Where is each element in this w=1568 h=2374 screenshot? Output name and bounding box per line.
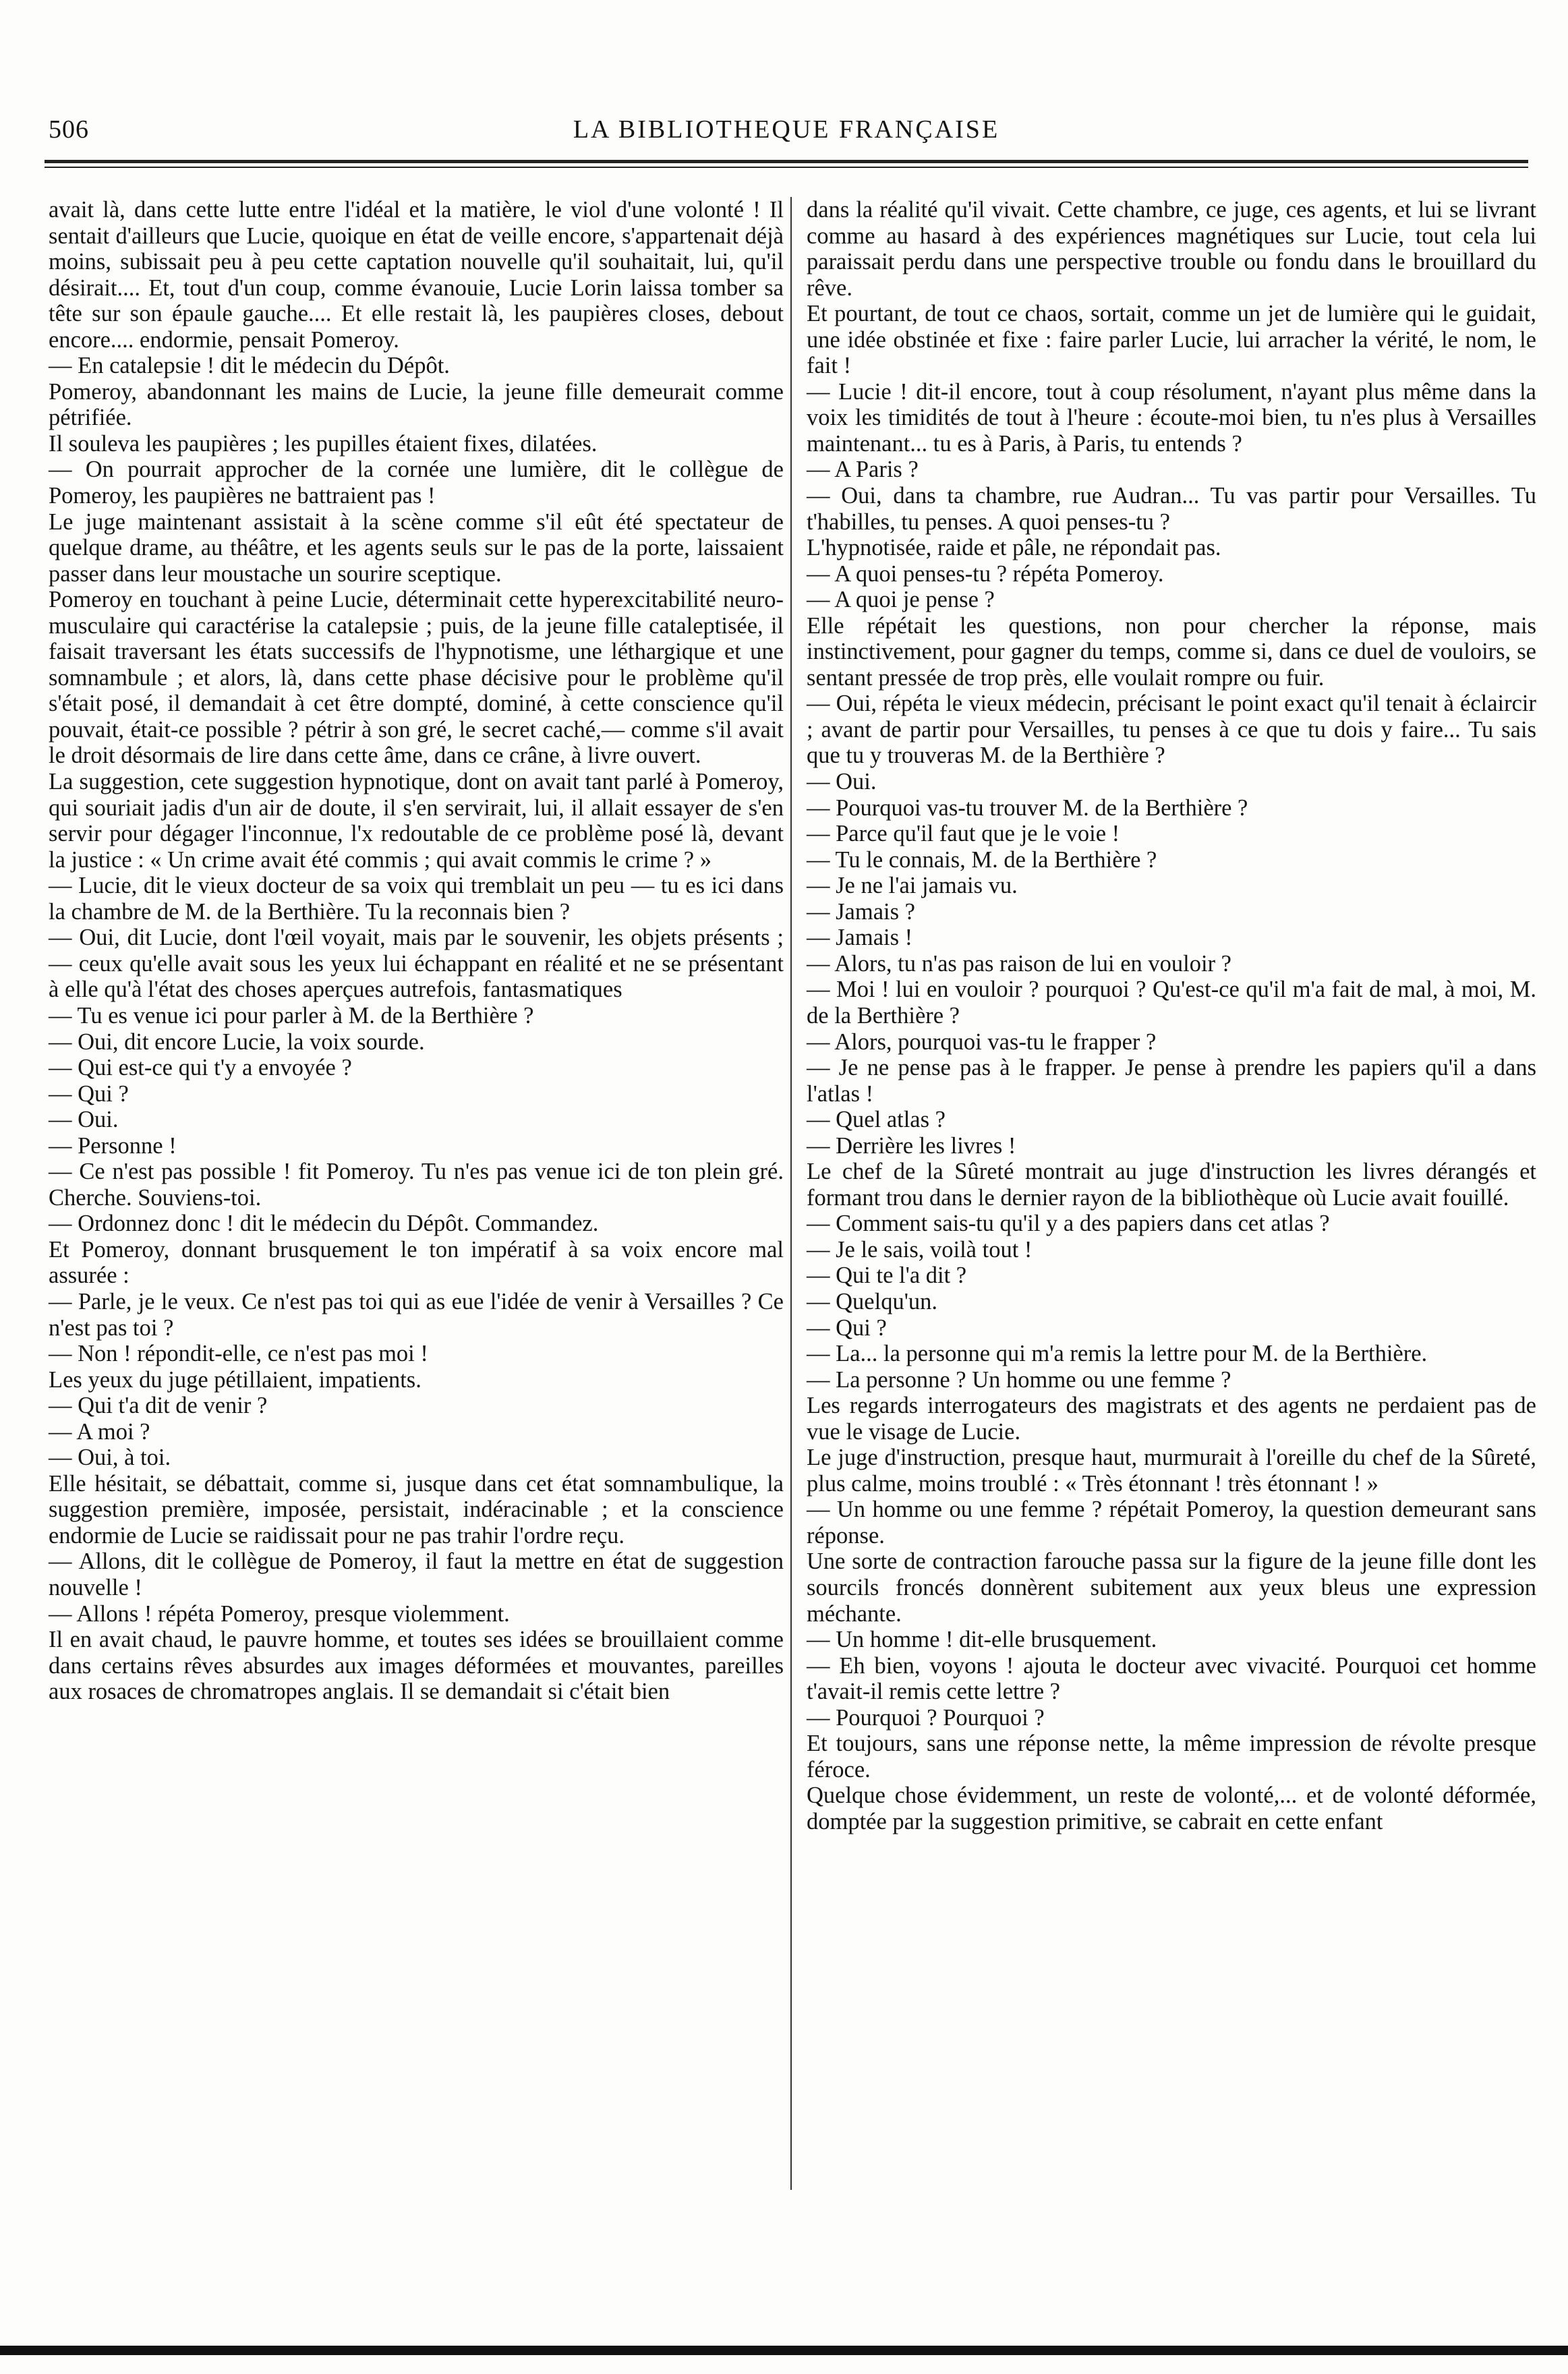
paragraph: — A quoi penses-tu ? répéta Pomeroy. (807, 560, 1164, 587)
paragraph: — Je ne pense pas à le frapper. Je pense à prendre les papiers qu'il a dans l'atlas ! (807, 1055, 1536, 1107)
paragraph: — Lucie, dit le vieux docteur de sa voix qui tremblait un peu — tu es ici dans la chambre de M. de la Berthière. Tu la reconnais bien ? (49, 873, 784, 925)
paragraph: — Ordonnez donc ! dit le médecin du Dépôt. Commandez. (49, 1211, 599, 1237)
paragraph: Quelque chose évidemment, un reste de volonté,... et de volonté déformée, domptée par la suggestion primitive, se cabrait en cette enfant (807, 1783, 1536, 1834)
paragraph: — Un homme ! dit-elle brusquement. (807, 1627, 1157, 1653)
left-column (49, 197, 784, 1705)
paragraph: — Qui ? (807, 1314, 887, 1341)
paragraph: — Moi ! lui en vouloir ? pourquoi ? Qu'est-ce qu'il m'a fait de mal, à moi, M. de la Berthière ? (807, 977, 1536, 1029)
paragraph: Le chef de la Sûreté montrait au juge d'instruction les livres dérangés et formant trou dans le dernier rayon de la bibliothèque où Lucie avait fouillé. (807, 1159, 1536, 1211)
paragraph: — Qui est-ce qui t'y a envoyée ? (49, 1055, 352, 1081)
paragraph: — Jamais ? (807, 898, 915, 925)
paragraph: — Pourquoi vas-tu trouver M. de la Berthière ? (807, 794, 1248, 821)
paragraph: — Tu le connais, M. de la Berthière ? (807, 846, 1157, 873)
paragraph: — Oui, dit Lucie, dont l'œil voyait, mais par le souvenir, les objets présents ; — ceux qu'elle avait sous les yeux lui échappant en réalité et ne se présentant à elle qu'à l'état des choses aperçues autrefois, fantasmatiques (49, 925, 784, 1003)
paragraph: — A moi ? (49, 1418, 150, 1445)
paragraph: — La... la personne qui m'a remis la lettre pour M. de la Berthière. (807, 1341, 1428, 1367)
paragraph: — Qui te l'a dit ? (807, 1263, 967, 1289)
column-divider (790, 197, 792, 2190)
paragraph: Pomeroy, abandonnant les mains de Lucie, la jeune fille demeurait comme pétrifiée. (49, 378, 784, 431)
paragraph: L'hypnotisée, raide et pâle, ne répondait pas. (807, 535, 1221, 561)
paragraph: — Tu es venue ici pour parler à M. de la Berthière ? (49, 1002, 534, 1029)
page-header (45, 115, 1528, 150)
paragraph: — Quel atlas ? (807, 1107, 946, 1133)
header-rule (45, 160, 1528, 168)
bottom-rule (0, 2346, 1568, 2355)
paragraph: — Je ne l'ai jamais vu. (807, 873, 1018, 899)
paragraph: — Qui t'a dit de venir ? (49, 1393, 268, 1419)
paragraph: — Derrière les livres ! (807, 1132, 1016, 1159)
paragraph: Et toujours, sans une réponse nette, la même impression de révolte presque féroce. (807, 1731, 1536, 1783)
paragraph: — Lucie ! dit-il encore, tout à coup résolument, n'ayant plus même dans la voix les timidités de tout à l'heure : écoute-moi bien, tu n'es plus à Versailles maintenant... tu es à Paris, à Paris, tu entends ? (807, 378, 1536, 457)
paragraph: Les yeux du juge pétillaient, impatients. (49, 1366, 422, 1393)
paragraph: La suggestion, cete suggestion hypnotique, dont on avait tant parlé à Pomeroy, qui souriait jadis d'un air de doute, il s'en servirait, lui, il allait essayer de s'en servir pour dégager l'inconnue, l'x redoutable de ce problème posé là, devant la justice : « Un crime avait été commis ; qui avait commis le crime ? » (49, 769, 784, 873)
paragraph: — Quelqu'un. (807, 1288, 938, 1314)
paragraph: — Qui ? (49, 1080, 129, 1107)
paragraph: — Comment sais-tu qu'il y a des papiers dans cet atlas ? (807, 1211, 1330, 1237)
paragraph: — En catalepsie ! dit le médecin du Dépôt. (49, 353, 450, 379)
paragraph: — Oui. (49, 1107, 119, 1133)
paragraph: — Oui, dans ta chambre, rue Audran... Tu vas partir pour Versailles. Tu t'habilles, tu penses. A quoi penses-tu ? (807, 483, 1536, 535)
paragraph: Et pourtant, de tout ce chaos, sortait, comme un jet de lumière qui le guidait, une idée obstinée et fixe : faire parler Lucie, lui arracher la vérité, le nom, le fait ! (807, 301, 1536, 379)
paragraph: — Pourquoi ? Pourquoi ? (807, 1704, 1045, 1731)
paragraph: Il souleva les paupières ; les pupilles étaient fixes, dilatées. (49, 430, 598, 457)
paragraph: Elle répétait les questions, non pour chercher la réponse, mais instinctivement, pour gagner du temps, comme si, dans ce duel de vouloirs, se sentant pressée de trop près, elle voulait rompre ou fuir. (807, 612, 1536, 691)
paragraph: — Je le sais, voilà tout ! (807, 1236, 1033, 1263)
paragraph: — Parle, je le veux. Ce n'est pas toi qui as eue l'idée de venir à Versailles ? Ce n'est pas toi ? (49, 1288, 784, 1341)
paragraph: — Parce qu'il faut que je le voie ! (807, 821, 1120, 847)
paragraph: — A quoi je pense ? (807, 587, 995, 613)
paragraph: — Oui, répéta le vieux médecin, précisant le point exact qu'il tenait à éclaircir ; avant de partir pour Versailles, tu penses à ce que tu dois y faire... Tu sais que tu y trouveras M. de la Berthière ? (807, 691, 1536, 769)
paragraph: — Oui, à toi. (49, 1445, 171, 1471)
paragraph: — Jamais ! (807, 925, 913, 951)
paragraph: — Allons, dit le collègue de Pomeroy, il faut la mettre en état de suggestion nouvelle ! (49, 1548, 784, 1600)
running-title: LA BIBLIOTHEQUE FRANÇAISE (573, 115, 1000, 144)
paragraph: — Ce n'est pas possible ! fit Pomeroy. Tu n'es pas venue ici de ton plein gré. Cherche. Souviens-toi. (49, 1159, 784, 1211)
paragraph: avait là, dans cette lutte entre l'idéal et la matière, le viol d'une volonté ! Il sentait d'ailleurs que Lucie, quoique en état de veille encore, s'appartenait déjà moins, subissait peu à peu cette captation nouvelle qu'il souhaitait, lui, qu'il désirait.... Et, tout d'un coup, comme évanouie, Lucie Lorin laissa tomber sa tête sur son épaule gauche.... Et elle restait là, les paupières closes, debout encore.... endormie, pensait Pomeroy. (49, 197, 784, 353)
paragraph: Le juge d'instruction, presque haut, murmurait à l'oreille du chef de la Sûreté, plus calme, moins troublé : « Très étonnant ! très étonnant ! » (807, 1445, 1536, 1497)
paragraph: Et Pomeroy, donnant brusquement le ton impératif à sa voix encore mal assurée : (49, 1236, 784, 1289)
paragraph: — Alors, tu n'as pas raison de lui en vouloir ? (807, 950, 1231, 977)
paragraph: — Un homme ou une femme ? répétait Pomeroy, la question demeurant sans réponse. (807, 1497, 1536, 1548)
paragraph: — Personne ! (49, 1132, 177, 1159)
paragraph: — La personne ? Un homme ou une femme ? (807, 1366, 1231, 1393)
paragraph: Une sorte de contraction farouche passa sur la figure de la jeune fille dont les sourcils froncés donnèrent subitement aux yeux bleus une expression méchante. (807, 1548, 1536, 1627)
paragraph: — On pourrait approcher de la cornée une lumière, dit le collègue de Pomeroy, les paupières ne battraient pas ! (49, 457, 784, 509)
right-column (807, 197, 1536, 1834)
paragraph: — Allons ! répéta Pomeroy, presque violemment. (49, 1600, 510, 1627)
paragraph: — A Paris ? (807, 457, 919, 483)
paragraph: — Oui, dit encore Lucie, la voix sourde. (49, 1029, 425, 1055)
paragraph: — Alors, pourquoi vas-tu le frapper ? (807, 1029, 1157, 1055)
paragraph: Le juge maintenant assistait à la scène comme s'il eût été spectateur de quelque drame, au théâtre, et les agents seuls sur le pas de la porte, laissaient passer dans leur moustache un sourire sceptique. (49, 509, 784, 587)
paragraph: — Eh bien, voyons ! ajouta le docteur avec vivacité. Pourquoi cet homme t'avait-il remis cette lettre ? (807, 1652, 1536, 1705)
page-number: 506 (49, 115, 89, 144)
paragraph: Il en avait chaud, le pauvre homme, et toutes ses idées se brouillaient comme dans certains rêves absurdes aux images déformées et mouvantes, pareilles aux rosaces de chromatropes anglais. Il se demandait si c'était bien (49, 1627, 784, 1705)
paragraph: dans la réalité qu'il vivait. Cette chambre, ce juge, ces agents, et lui se livrant comme au hasard à des expériences magnétiques sur Lucie, tout cela lui paraissait perdu dans une perspective trouble ou fondu dans le brouillard du rêve. (807, 197, 1536, 301)
paragraph: Elle hésitait, se débattait, comme si, jusque dans cet état somnambulique, la suggestion première, imposée, persistait, indéracinable ; et la conscience endormie de Lucie se raidissait pour ne pas trahir l'ordre reçu. (49, 1470, 784, 1548)
paragraph: — Oui. (807, 769, 877, 795)
paragraph: — Non ! répondit-elle, ce n'est pas moi ! (49, 1341, 428, 1367)
paragraph: Les regards interrogateurs des magistrats et des agents ne perdaient pas de vue le visage de Lucie. (807, 1393, 1536, 1445)
paragraph: Pomeroy en touchant à peine Lucie, déterminait cette hyperexcitabilité neuro-musculaire qui caractérise la catalepsie ; puis, de la jeune fille cataleptisée, il faisait traversant les états successifs de l'hypnotisme, une léthargique et une somnambule ; et alors, là, dans cette phase décisive pour le problème qu'il s'était posé, il demandait à cet être dompté, dominé, à cette conscience qu'il pouvait, était-ce possible ? pétrir à son gré, le secret caché,— comme s'il avait le droit désormais de lire dans cette âme, dans ce crâne, à livre ouvert. (49, 587, 784, 769)
